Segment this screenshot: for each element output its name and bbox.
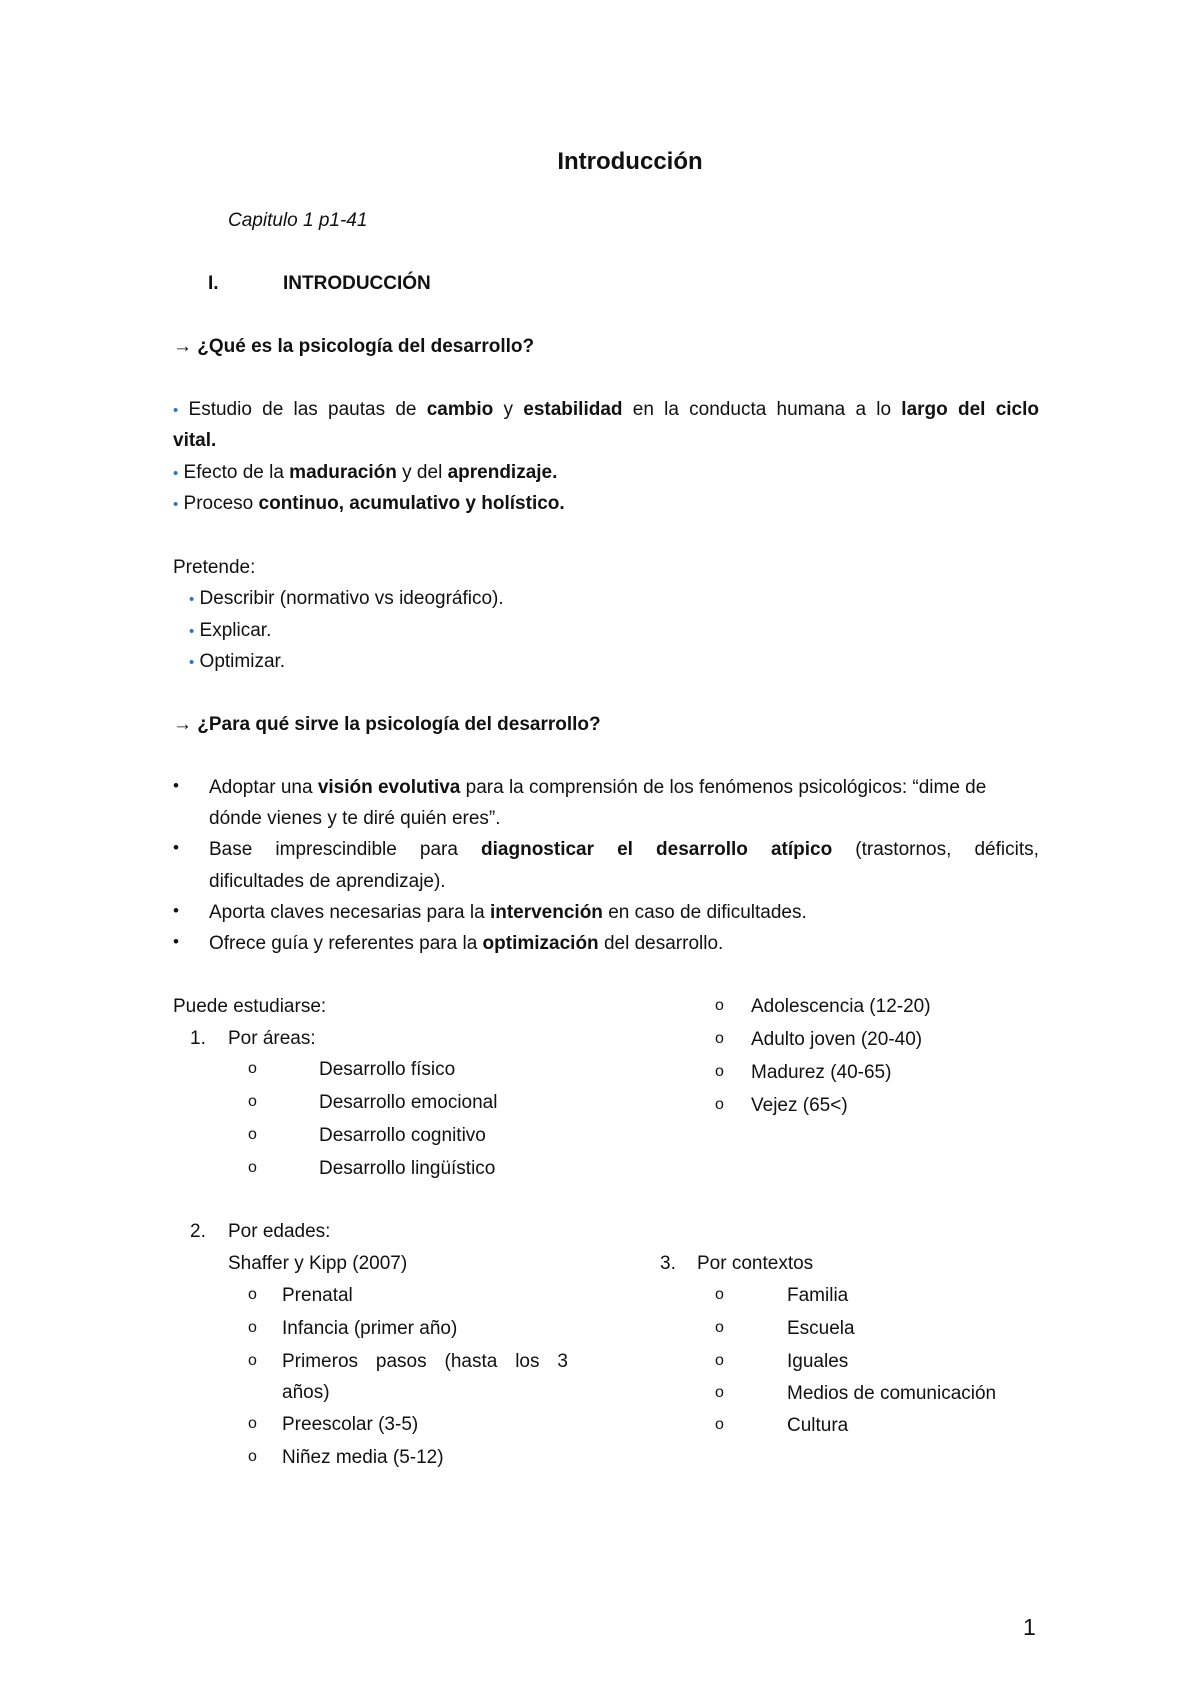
age-stage-item-primeros-line-2: años) bbox=[282, 1382, 330, 1403]
circle-bullet-icon: o bbox=[248, 1319, 257, 1336]
bullet-icon: • bbox=[173, 402, 179, 419]
circle-bullet-icon: o bbox=[715, 1063, 724, 1080]
circle-bullet-icon: o bbox=[715, 1096, 724, 1113]
circle-bullet-icon: o bbox=[248, 1286, 257, 1303]
context-item: Familia bbox=[787, 1285, 849, 1306]
circle-bullet-icon: o bbox=[715, 1352, 724, 1369]
pretende-item: • Describir (normativo vs ideográfico). bbox=[189, 588, 504, 609]
purpose-1-line-2: dónde vienes y te diré quién eres”. bbox=[209, 808, 501, 829]
context-item: Escuela bbox=[787, 1318, 855, 1339]
circle-bullet-icon: o bbox=[248, 1448, 257, 1465]
age-stage-item: Prenatal bbox=[282, 1285, 353, 1306]
purpose-4: Ofrece guía y referentes para la optimización del desarrollo. bbox=[209, 933, 724, 954]
age-stage-item: Preescolar (3-5) bbox=[282, 1414, 419, 1435]
question-what-is-text: ¿Qué es la psicología del desarrollo? bbox=[197, 336, 535, 357]
age-stage-item: Vejez (65<) bbox=[751, 1095, 848, 1116]
age-stage-item: Madurez (40-65) bbox=[751, 1062, 892, 1083]
context-item: Medios de comunicación bbox=[787, 1383, 997, 1404]
circle-bullet-icon: o bbox=[715, 1384, 724, 1401]
age-stage-item: Adulto joven (20-40) bbox=[751, 1029, 923, 1050]
ages-number: 2. bbox=[190, 1221, 206, 1242]
pretende-item: • Explicar. bbox=[189, 620, 272, 641]
section-title: INTRODUCCIÓN bbox=[283, 273, 431, 294]
bullet-icon: • bbox=[173, 838, 179, 857]
area-item: Desarrollo emocional bbox=[319, 1092, 498, 1113]
circle-bullet-icon: o bbox=[248, 1352, 257, 1369]
arrow-right-icon: → bbox=[173, 336, 192, 357]
circle-bullet-icon: o bbox=[248, 1093, 257, 1110]
page-number: 1 bbox=[1023, 1614, 1036, 1640]
bullet-icon: • bbox=[189, 654, 195, 671]
definition-bullet-2: • Efecto de la maduración y del aprendizaje. bbox=[173, 462, 558, 483]
bullet-icon: • bbox=[189, 623, 195, 640]
chapter-reference: Capitulo 1 p1-41 bbox=[228, 210, 368, 231]
area-item: Desarrollo lingüístico bbox=[319, 1158, 496, 1179]
ages-label: Por edades: bbox=[228, 1221, 331, 1242]
circle-bullet-icon: o bbox=[715, 1319, 724, 1336]
area-item: Desarrollo físico bbox=[319, 1059, 456, 1080]
question-what-is bbox=[173, 336, 534, 358]
circle-bullet-icon: o bbox=[715, 1030, 724, 1047]
contexts-number: 3. bbox=[660, 1253, 676, 1274]
bullet-icon: • bbox=[173, 465, 179, 482]
pretende-label: Pretende: bbox=[173, 557, 256, 578]
circle-bullet-icon: o bbox=[715, 1416, 724, 1433]
age-stage-item-primeros: Primeros pasos (hasta los 3 bbox=[282, 1351, 568, 1372]
bullet-icon: • bbox=[173, 776, 179, 795]
definition-line-2: vital. bbox=[173, 430, 217, 451]
ages-source: Shaffer y Kipp (2007) bbox=[228, 1253, 408, 1274]
pretende-item: • Optimizar. bbox=[189, 651, 286, 672]
question-what-for bbox=[173, 714, 601, 736]
circle-bullet-icon: o bbox=[248, 1126, 257, 1143]
page-title: Introducción bbox=[557, 148, 703, 175]
age-stage-item: Niñez media (5-12) bbox=[282, 1447, 444, 1468]
purpose-2-line-2: dificultades de aprendizaje). bbox=[209, 871, 446, 892]
circle-bullet-icon: o bbox=[248, 1159, 257, 1176]
contexts-label: Por contextos bbox=[697, 1253, 814, 1274]
definition-bullet-3: • Proceso continuo, acumulativo y holístico. bbox=[173, 493, 565, 514]
question-what-for-text: ¿Para qué sirve la psicología del desarrollo? bbox=[197, 714, 601, 735]
age-stage-item: Adolescencia (12-20) bbox=[751, 996, 931, 1017]
areas-number: 1. bbox=[190, 1028, 206, 1049]
purpose-2-line-1: Base imprescindible para diagnosticar el desarrollo atípico (trastornos, déficits, bbox=[209, 839, 1039, 860]
context-item: Cultura bbox=[787, 1415, 849, 1436]
bullet-icon: • bbox=[173, 932, 179, 951]
area-item: Desarrollo cognitivo bbox=[319, 1125, 486, 1146]
context-item: Iguales bbox=[787, 1351, 849, 1372]
areas-label: Por áreas: bbox=[228, 1028, 316, 1049]
circle-bullet-icon: o bbox=[715, 997, 724, 1014]
arrow-right-icon: → bbox=[173, 714, 192, 735]
purpose-1-line-1: Adoptar una visión evolutiva para la comprensión de los fenómenos psicológicos: “dime de bbox=[209, 777, 987, 798]
study-label: Puede estudiarse: bbox=[173, 996, 327, 1017]
circle-bullet-icon: o bbox=[248, 1060, 257, 1077]
age-stage-item: Infancia (primer año) bbox=[282, 1318, 458, 1339]
circle-bullet-icon: o bbox=[248, 1415, 257, 1432]
purpose-3: Aporta claves necesarias para la intervención en caso de dificultades. bbox=[209, 902, 807, 923]
bullet-icon: • bbox=[189, 591, 195, 608]
section-numeral: I. bbox=[208, 273, 219, 294]
bullet-icon: • bbox=[173, 901, 179, 920]
circle-bullet-icon: o bbox=[715, 1286, 724, 1303]
bullet-icon: • bbox=[173, 496, 179, 513]
definition-line-1: • Estudio de las pautas de cambio y estabilidad en la conducta humana a lo largo del ciclo bbox=[173, 399, 1039, 420]
